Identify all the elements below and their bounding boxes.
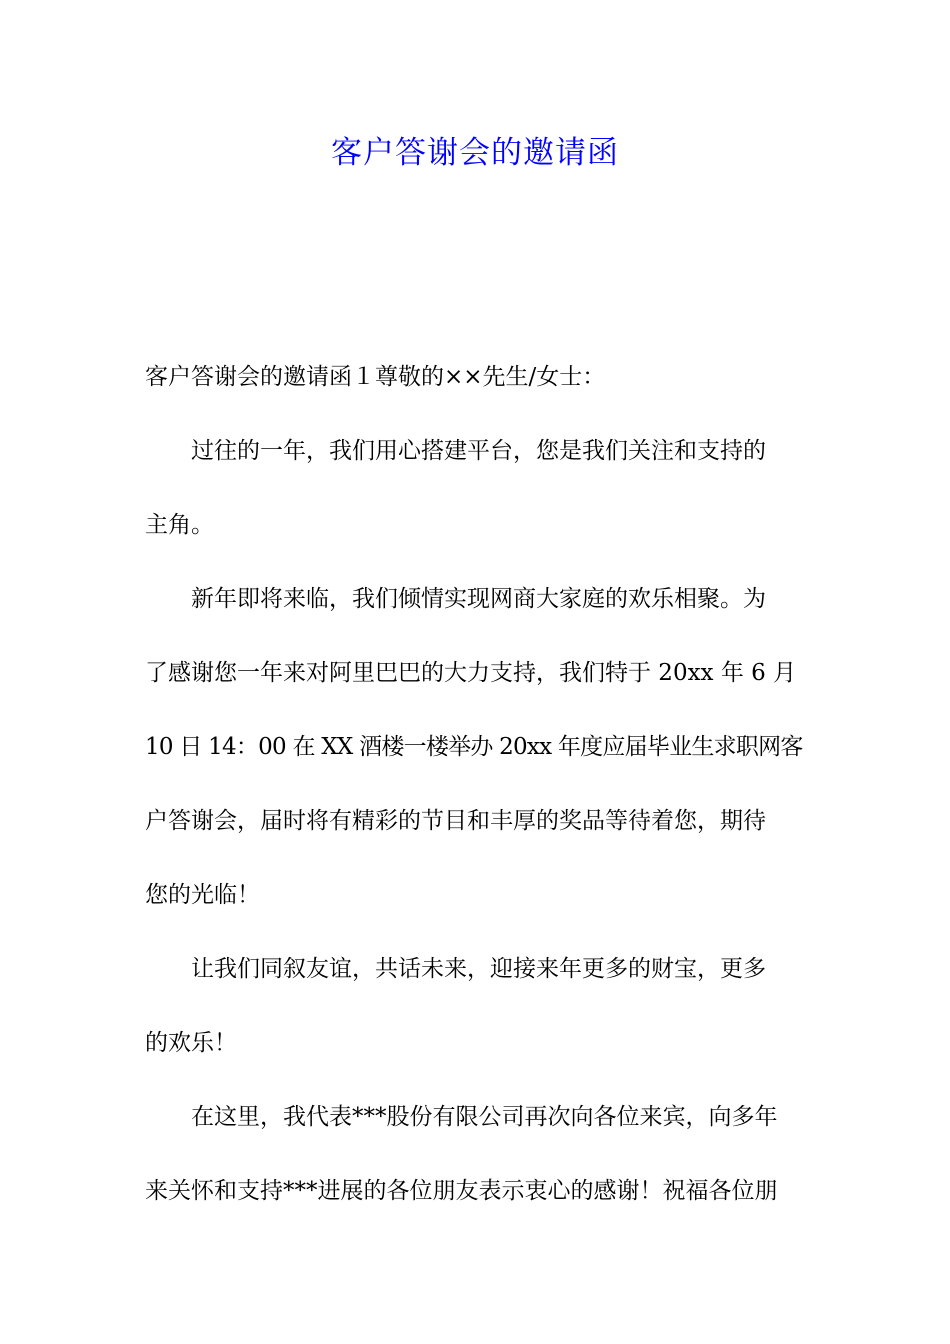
body-line: 了感谢您一年来对阿里巴巴的大力支持，我们特于 20xx 年 6 月 <box>145 660 797 686</box>
body-line: 新年即将来临，我们倾情实现网商大家庭的欢乐相聚。为 <box>191 586 766 612</box>
body-line: 户答谢会，届时将有精彩的节目和丰厚的奖品等待着您，期待 <box>145 808 766 834</box>
body-line: 您的光临！ <box>145 882 260 908</box>
body-line: 的欢乐！ <box>145 1030 237 1056</box>
body-line: 让我们同叙友谊，共话未来，迎接来年更多的财宝，更多 <box>191 956 766 982</box>
document-title: 客户答谢会的邀请函 <box>331 135 619 171</box>
body-line: 客户答谢会的邀请函１尊敬的××先生/女士： <box>145 364 606 390</box>
document-body <box>145 340 810 1228</box>
body-line: 在这里，我代表***股份有限公司再次向各位来宾，向多年 <box>191 1104 778 1130</box>
body-line: 来关怀和支持***进展的各位朋友表示衷心的感谢！祝福各位朋 <box>145 1178 778 1204</box>
body-line: 10 日 14：00 在 XX 酒楼一楼举办 20xx 年度应届毕业生求职网客 <box>145 734 803 760</box>
body-line: 主角。 <box>145 512 214 538</box>
body-line: 过往的一年，我们用心搭建平台，您是我们关注和支持的 <box>191 438 766 464</box>
